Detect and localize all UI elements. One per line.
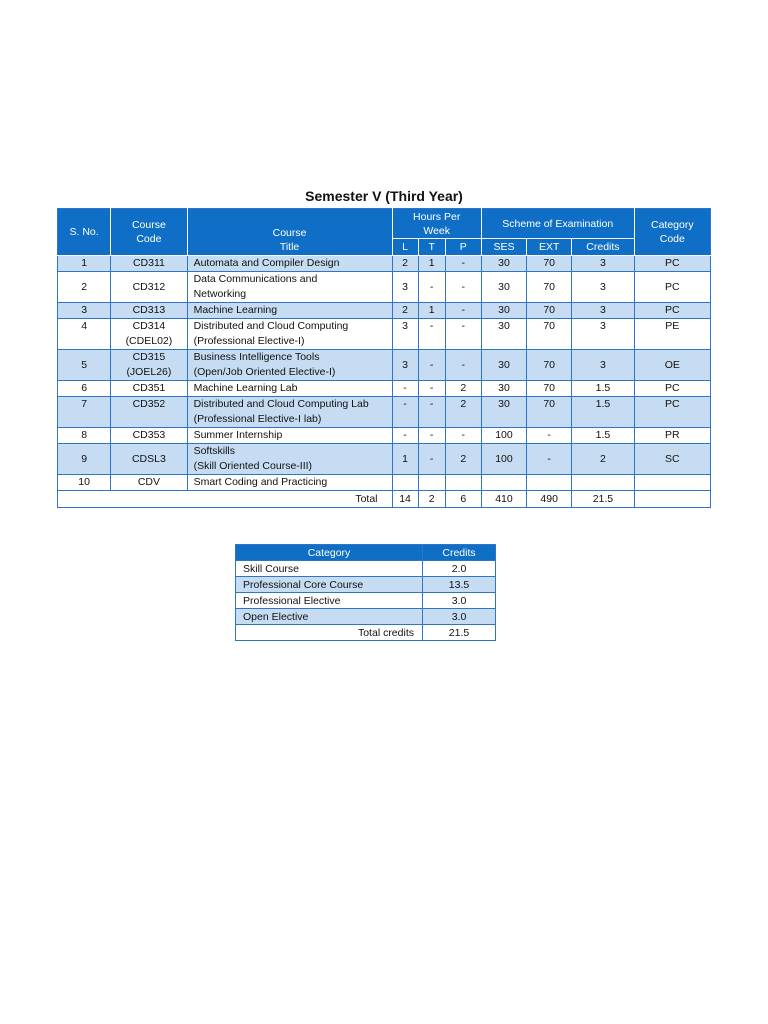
table-row [58,428,711,444]
row-ext: - [527,444,572,475]
row-ses: 100 [481,428,526,444]
row-t: - [418,272,445,303]
row-course-title: Machine Learning Lab [187,381,392,397]
row-l: 3 [392,272,418,303]
summary-category: Skill Course [236,561,423,577]
row-l: 2 [392,256,418,272]
table-row [58,319,711,350]
row-l: - [392,397,418,428]
header-course-code: Course Code [111,209,187,256]
row-p: - [445,272,481,303]
row-course-code: CD352 [111,397,187,428]
row-course-title: Machine Learning [187,303,392,319]
row-p: - [445,350,481,381]
row-cat: PC [634,256,710,272]
row-course-code: CD315 (JOEL26) [111,350,187,381]
row-t: - [418,350,445,381]
row-cat: PC [634,397,710,428]
row-cat: PC [634,272,710,303]
row-ses: 30 [481,319,526,350]
row-p: - [445,428,481,444]
row-credits: 3 [572,350,634,381]
total-ses: 410 [481,491,526,508]
header-course-title: Course Title [187,209,392,256]
summary-credits: 2.0 [423,561,496,577]
summary-credits: 13.5 [423,577,496,593]
row-cat: PC [634,303,710,319]
row-ext: 70 [527,397,572,428]
row-cat: PR [634,428,710,444]
summary-header-credits: Credits [423,545,496,561]
credits-summary-table [235,544,496,641]
row-credits: 1.5 [572,397,634,428]
table-row [58,256,711,272]
total-credits: 21.5 [572,491,634,508]
table-row [58,381,711,397]
header-ses: SES [481,239,526,256]
summary-credits: 3.0 [423,609,496,625]
row-credits: 1.5 [572,428,634,444]
row-course-code: CD314 (CDEL02) [111,319,187,350]
row-p [445,475,481,491]
row-t: - [418,428,445,444]
row-course-title: Summer Internship [187,428,392,444]
page-title: Semester V (Third Year) [305,188,463,204]
table-row [58,350,711,381]
total-ext: 490 [527,491,572,508]
row-ses: 30 [481,256,526,272]
row-course-code: CD353 [111,428,187,444]
row-t: - [418,381,445,397]
row-ses: 30 [481,350,526,381]
header-hours-per-week: Hours Per Week [392,209,481,239]
row-sno: 7 [58,397,111,428]
summary-category: Professional Elective [236,593,423,609]
summary-total-label: Total credits [236,625,423,641]
total-label: Total [58,491,393,508]
row-ext: 70 [527,256,572,272]
header-category-code: Category Code [634,209,710,256]
header-scheme-of-examination: Scheme of Examination [481,209,634,239]
row-p: 2 [445,381,481,397]
row-l: - [392,428,418,444]
row-t: - [418,444,445,475]
table-row [58,444,711,475]
row-credits: 3 [572,272,634,303]
summary-category: Open Elective [236,609,423,625]
summary-rows [236,561,496,641]
header-ext: EXT [527,239,572,256]
summary-total-credits: 21.5 [423,625,496,641]
row-sno: 9 [58,444,111,475]
row-credits: 3 [572,319,634,350]
row-sno: 2 [58,272,111,303]
row-credits: 3 [572,303,634,319]
row-course-title: Distributed and Cloud Computing (Professional Elective-I) [187,319,392,350]
row-sno: 1 [58,256,111,272]
row-cat [634,475,710,491]
row-ext: 70 [527,319,572,350]
row-course-code: CDV [111,475,187,491]
summary-row [236,609,496,625]
row-ses: 30 [481,272,526,303]
row-p: - [445,319,481,350]
row-sno: 5 [58,350,111,381]
row-p: - [445,303,481,319]
row-l: - [392,381,418,397]
row-credits [572,475,634,491]
row-sno: 3 [58,303,111,319]
row-l: 2 [392,303,418,319]
row-p: 2 [445,444,481,475]
table-row [58,272,711,303]
row-ext: 70 [527,381,572,397]
row-l: 1 [392,444,418,475]
summary-row [236,561,496,577]
row-credits: 1.5 [572,381,634,397]
header-hours-t: T [418,239,445,256]
row-course-title: Smart Coding and Practicing [187,475,392,491]
total-row [58,491,711,508]
row-course-title: Automata and Compiler Design [187,256,392,272]
total-p: 6 [445,491,481,508]
row-course-title: Business Intelligence Tools (Open/Job Oriented Elective-I) [187,350,392,381]
row-ses: 30 [481,381,526,397]
row-credits: 3 [572,256,634,272]
row-t: 1 [418,256,445,272]
row-cat: PE [634,319,710,350]
course-rows [58,256,711,508]
row-ext: - [527,428,572,444]
row-course-code: CD351 [111,381,187,397]
table-row [58,397,711,428]
row-sno: 8 [58,428,111,444]
row-sno: 4 [58,319,111,350]
row-t: - [418,319,445,350]
row-cat: SC [634,444,710,475]
table-row [58,475,711,491]
row-sno: 6 [58,381,111,397]
row-ses: 30 [481,303,526,319]
row-course-code: CD311 [111,256,187,272]
row-t: - [418,397,445,428]
total-l: 14 [392,491,418,508]
row-course-title: Softskills (Skill Oriented Course-III) [187,444,392,475]
row-course-title: Distributed and Cloud Computing Lab (Professional Elective-I lab) [187,397,392,428]
summary-header-category: Category [236,545,423,561]
summary-row [236,577,496,593]
row-p: 2 [445,397,481,428]
total-t: 2 [418,491,445,508]
row-course-code: CDSL3 [111,444,187,475]
row-t [418,475,445,491]
row-t: 1 [418,303,445,319]
row-ext [527,475,572,491]
row-ext: 70 [527,303,572,319]
row-credits: 2 [572,444,634,475]
summary-category: Professional Core Course [236,577,423,593]
row-ses: 30 [481,397,526,428]
summary-row [236,593,496,609]
row-course-code: CD312 [111,272,187,303]
row-cat: PC [634,381,710,397]
row-ses [481,475,526,491]
row-course-code: CD313 [111,303,187,319]
row-sno: 10 [58,475,111,491]
summary-credits: 3.0 [423,593,496,609]
table-row [58,303,711,319]
row-course-title: Data Communications and Networking [187,272,392,303]
row-ses: 100 [481,444,526,475]
header-credits: Credits [572,239,634,256]
summary-total-row [236,625,496,641]
header-sno: S. No. [58,209,111,256]
total-category [634,491,710,508]
row-ext: 70 [527,272,572,303]
row-p: - [445,256,481,272]
row-l: 3 [392,350,418,381]
row-cat: OE [634,350,710,381]
row-l [392,475,418,491]
header-hours-l: L [392,239,418,256]
row-l: 3 [392,319,418,350]
semester-course-table [57,208,711,508]
row-ext: 70 [527,350,572,381]
header-hours-p: P [445,239,481,256]
